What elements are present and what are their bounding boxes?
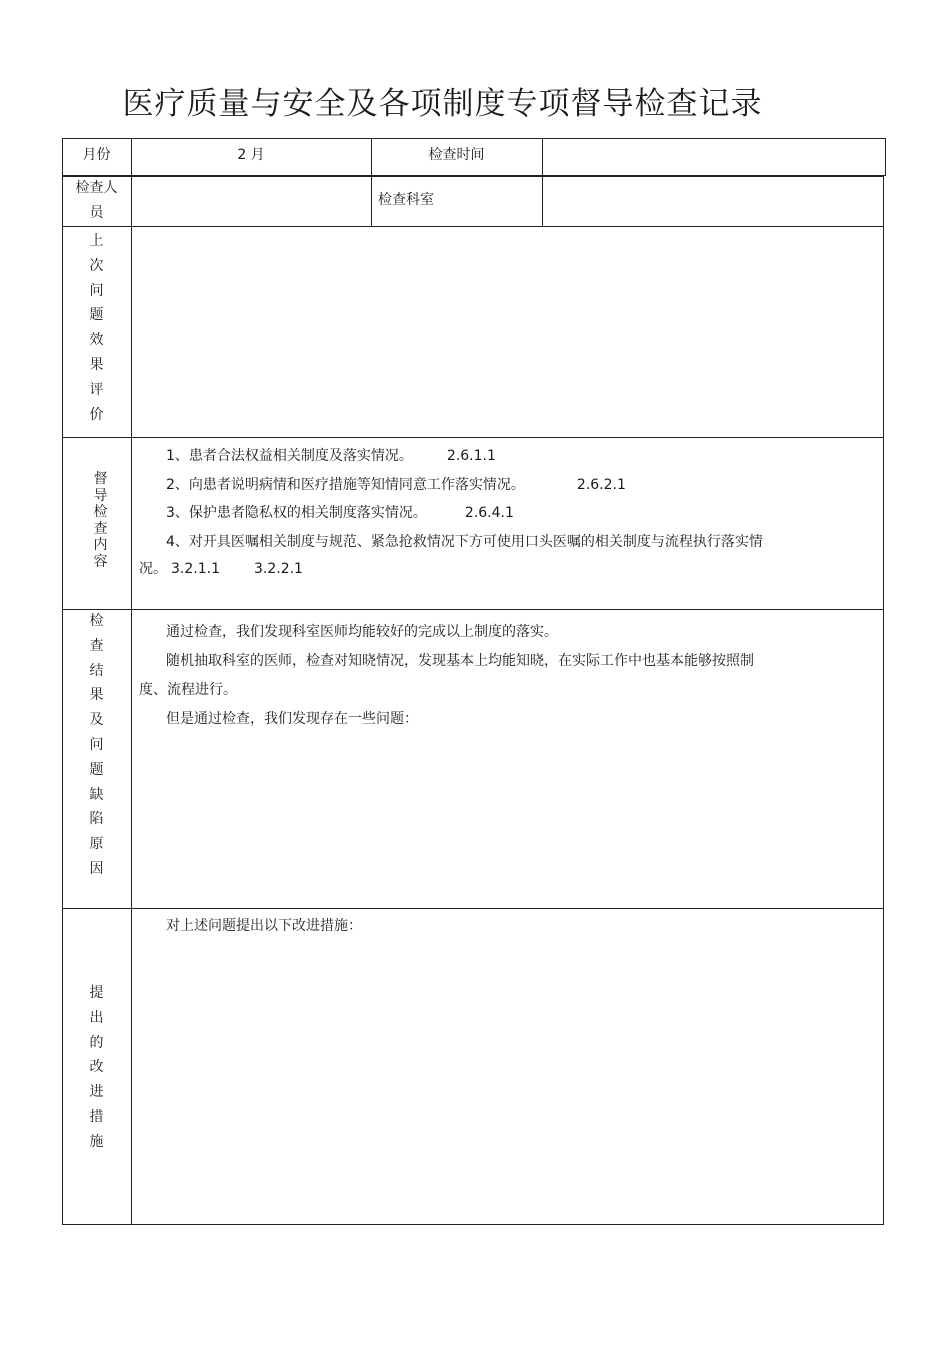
supervision-item: 3、保护患者隐私权的相关制度落实情况。 2.6.4.1: [166, 505, 514, 521]
inspector-label-line2: 员: [89, 205, 104, 221]
supervision-item-cont: 况。 3.2.1.1 3.2.2.1: [139, 561, 303, 577]
result-paragraph: 度、流程进行。: [139, 682, 237, 698]
result-paragraph: 随机抽取科室的医师，检查对知晓情况，发现基本上均能知晓，在实际工作中也基本能够按照制: [166, 653, 754, 669]
dept-value[interactable]: [542, 176, 884, 226]
inspector-label-line1: 检查人: [75, 180, 118, 196]
month-value[interactable]: 2 月: [237, 147, 265, 163]
dept-label: 检查科室: [378, 192, 434, 208]
improve-paragraph: 对上述问题提出以下改进措施：: [166, 918, 362, 934]
last-eval-content[interactable]: [131, 227, 884, 437]
result-label: 检 查 结 果 及 问 题 缺 陷 原 因: [89, 613, 104, 877]
supervision-label: 督 导 检 查 内 容: [93, 471, 108, 570]
check-time-value[interactable]: [542, 138, 886, 170]
supervision-item: 4、对开具医嘱相关制度与规范、紧急抢救情况下方可使用口头医嘱的相关制度与流程执行落实情: [166, 534, 763, 550]
supervision-item: 2、向患者说明病情和医疗措施等知情同意工作落实情况。 2.6.2.1: [166, 477, 626, 493]
improve-label: 提 出 的 改 进 措 施: [89, 985, 104, 1150]
check-time-label: 检查时间: [428, 147, 485, 163]
month-label: 月份: [82, 147, 111, 163]
inspector-value[interactable]: [131, 176, 371, 226]
supervision-item: 1、患者合法权益相关制度及落实情况。 2.6.1.1: [166, 448, 496, 464]
last-eval-label: 上 次 问 题 效 果 评 价: [89, 233, 104, 423]
result-paragraph: 但是通过检查，我们发现存在一些问题：: [166, 711, 418, 727]
inspector-label: [62, 176, 131, 226]
result-paragraph: 通过检查，我们发现科室医师均能较好的完成以上制度的落实。: [166, 624, 558, 640]
page-title: 医疗质量与安全及各项制度专项督导检查记录: [122, 86, 763, 122]
